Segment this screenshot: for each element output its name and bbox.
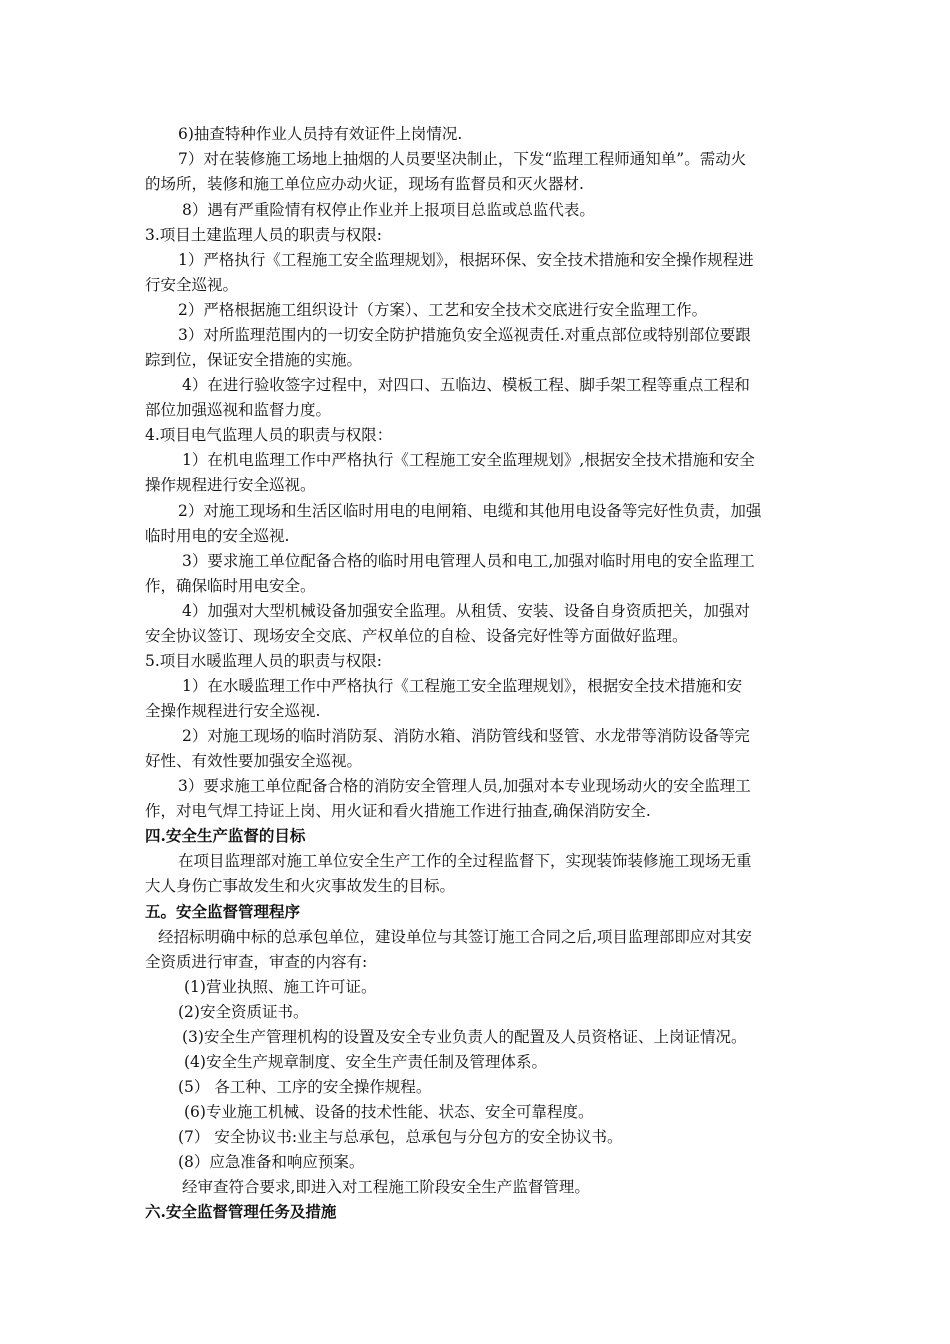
- list-item: (4)安全生产规章制度、安全生产责任制及管理体系。: [184, 1053, 547, 1071]
- text-line: 全资质进行审查，审查的内容有:: [145, 953, 368, 971]
- text-line: 经招标明确中标的总承包单位，建设单位与其签订施工合同之后,项目监理部即应对其安: [158, 928, 752, 946]
- list-item: (5） 各工种、工序的安全操作规程。: [178, 1078, 432, 1096]
- section-heading: 五。安全监督管理程序: [145, 902, 301, 921]
- list-item: (3)安全生产管理机构的设置及安全专业负责人的配置及人员资格证、上岗证情况。: [182, 1028, 747, 1046]
- text-line: 7）对在装修施工场地上抽烟的人员要坚决制止，下发“监理工程师通知单”。需动火: [178, 150, 747, 168]
- text-line: 4）在进行验收签字过程中，对四口、五临边、模板工程、脚手架工程等重点工程和: [182, 376, 750, 394]
- text-line: 大人身伤亡事故发生和火灾事故发生的目标。: [145, 877, 456, 895]
- text-line: 作，对电气焊工持证上岗、用火证和看火措施工作进行抽查,确保消防安全.: [145, 802, 651, 820]
- text-line: 部位加强巡视和监督力度。: [145, 401, 332, 419]
- text-line: 3）对所监理范围内的一切安全防护措施负安全巡视责任.对重点部位或特别部位要跟: [178, 326, 751, 344]
- list-item: (1)营业执照、施工许可证。: [184, 978, 377, 996]
- text-line: 6)抽查特种作业人员持有效证件上岗情况.: [178, 125, 463, 143]
- list-item: (2)安全资质证书。: [178, 1003, 309, 1021]
- text-line: 1）在机电监理工作中严格执行《工程施工安全监理规划》,根据安全技术措施和安全: [182, 451, 755, 469]
- list-item: (6)专业施工机械、设备的技术性能、状态、安全可靠程度。: [184, 1103, 594, 1121]
- text-line: 在项目监理部对施工单位安全生产工作的全过程监督下，实现装饰装修施工现场无重: [178, 852, 752, 870]
- section-heading: 4.项目电气监理人员的职责与权限：: [145, 426, 393, 444]
- text-line: 3）要求施工单位配备合格的临时用电管理人员和电工,加强对临时用电的安全监理工: [182, 552, 755, 570]
- text-line: 8）遇有严重险情有权停止作业并上报项目总监或总监代表。: [182, 201, 595, 219]
- text-line: 操作规程进行安全巡视。: [145, 476, 316, 494]
- text-line: 行安全巡视。: [145, 276, 239, 294]
- text-line: 踪到位，保证安全措施的实施。: [145, 351, 363, 369]
- text-line: 2）对施工现场的临时消防泵、消防水箱、消防管线和竖管、水龙带等消防设备等完: [182, 727, 750, 745]
- section-heading: 四.安全生产监督的目标: [145, 826, 306, 845]
- text-line: 好性、有效性要加强安全巡视。: [145, 752, 363, 770]
- section-heading: 3.项目土建监理人员的职责与权限:: [145, 226, 383, 244]
- text-line: 全操作规程进行安全巡视.: [145, 702, 321, 720]
- text-line: 4）加强对大型机械设备加强安全监理。从租赁、安装、设备自身资质把关，加强对: [182, 602, 750, 620]
- text-line: 1）严格执行《工程施工安全监理规划》，根据环保、安全技术措施和安全操作规程进: [178, 251, 754, 269]
- text-line: 经审查符合要求,即进入对工程施工阶段安全生产监督管理。: [182, 1178, 590, 1196]
- text-line: 作，确保临时用电安全。: [145, 577, 316, 595]
- text-line: 临时用电的安全巡视.: [145, 527, 290, 545]
- section-heading: 5.项目水暖监理人员的职责与权限:: [145, 652, 383, 670]
- text-line: 1）在水暖监理工作中严格执行《工程施工安全监理规划》，根据安全技术措施和安: [182, 677, 743, 695]
- text-line: 3）要求施工单位配备合格的消防安全管理人员,加强对本专业现场动火的安全监理工: [178, 777, 751, 795]
- list-item: (8）应急准备和响应预案。: [178, 1153, 365, 1171]
- text-line: 2）对施工现场和生活区临时用电的电闸箱、电缆和其他用电设备等完好性负责，加强: [178, 502, 762, 520]
- text-line: 2）严格根据施工组织设计（方案）、工艺和安全技术交底进行安全监理工作。: [178, 301, 708, 319]
- text-line: 安全协议签订、现场安全交底、产权单位的自检、设备完好性等方面做好监理。: [145, 627, 688, 645]
- list-item: (7） 安全协议书:业主与总承包，总承包与分包方的安全协议书。: [178, 1128, 623, 1146]
- text-line: 的场所，装修和施工单位应办动火证，现场有监督员和灭火器材.: [145, 175, 584, 193]
- section-heading: 六.安全监督管理任务及措施: [145, 1202, 337, 1221]
